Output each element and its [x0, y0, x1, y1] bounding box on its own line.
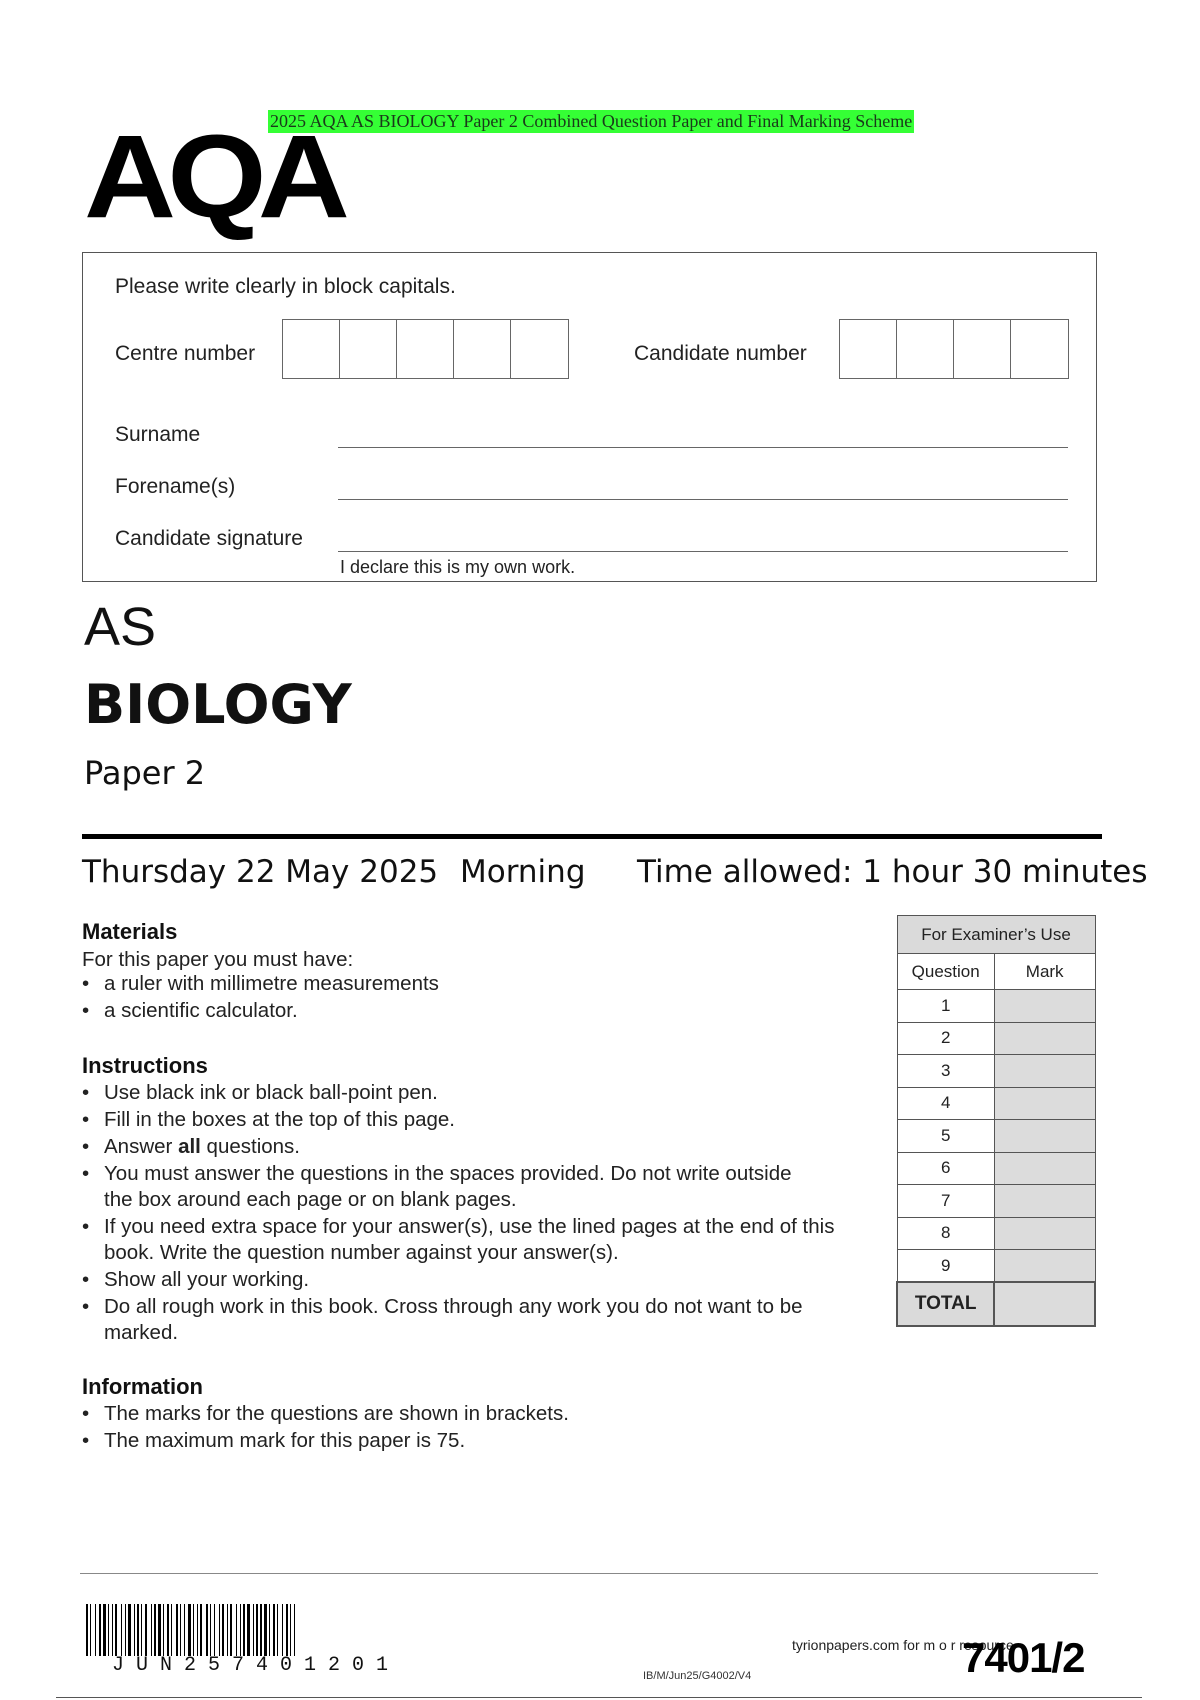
candidate-number-label: Candidate number — [634, 342, 807, 365]
list-item: • Fill in the boxes at the top of this page. — [82, 1107, 862, 1133]
barcode-bar — [277, 1604, 278, 1656]
question-number: 3 — [897, 1055, 994, 1088]
barcode-bar — [180, 1604, 181, 1656]
question-number: 7 — [897, 1185, 994, 1218]
surname-label: Surname — [115, 423, 201, 446]
barcode-bar — [95, 1604, 96, 1656]
question-number: 8 — [897, 1217, 994, 1250]
candidate-number-boxes[interactable] — [839, 319, 1069, 379]
barcode-bar — [256, 1604, 258, 1656]
barcode-bar — [236, 1604, 237, 1656]
information-list — [82, 1401, 862, 1455]
examiner-table-title: For Examiner’s Use — [897, 916, 1095, 954]
mark-column-header: Mark — [994, 954, 1095, 990]
barcode-bar — [171, 1604, 172, 1656]
list-item: • a scientific calculator. — [82, 998, 802, 1024]
barcode-bar — [184, 1604, 185, 1656]
barcode-bar — [121, 1604, 122, 1656]
source-watermark: tyrionpapers.com for m o r resource — [792, 1637, 1014, 1653]
forenames-line[interactable] — [338, 499, 1068, 500]
table-row — [897, 1055, 1095, 1088]
barcode-bar — [154, 1604, 156, 1656]
barcode-bar — [115, 1604, 117, 1656]
centre-digit-box[interactable] — [397, 320, 454, 378]
mark-cell[interactable] — [994, 1250, 1095, 1283]
barcode-bar — [86, 1604, 88, 1656]
barcode-bar — [90, 1604, 91, 1656]
candidate-digit-box[interactable] — [1011, 320, 1068, 378]
list-item: • Answer all questions. — [82, 1134, 862, 1160]
bottom-divider — [56, 1697, 1142, 1698]
candidate-digit-box[interactable] — [954, 320, 1011, 378]
barcode-bar — [176, 1604, 178, 1656]
qualification-level: AS — [84, 597, 157, 657]
centre-digit-box[interactable] — [283, 320, 340, 378]
barcode-bar — [128, 1604, 131, 1656]
forenames-label: Forename(s) — [115, 475, 236, 498]
question-number: 2 — [897, 1022, 994, 1055]
barcode-bar — [214, 1604, 215, 1656]
total-label: TOTAL — [897, 1282, 994, 1326]
barcode-bar — [206, 1604, 208, 1656]
mark-cell[interactable] — [994, 1152, 1095, 1185]
barcode-bar — [294, 1604, 295, 1656]
question-number: 5 — [897, 1120, 994, 1153]
barcode-bar — [222, 1604, 224, 1656]
table-row — [897, 1120, 1095, 1153]
list-item: • a ruler with millimetre measurements — [82, 971, 802, 997]
barcode-bar — [269, 1604, 270, 1656]
barcode-bar — [158, 1604, 161, 1656]
materials-heading: Materials — [82, 919, 178, 944]
mark-cell[interactable] — [994, 1087, 1095, 1120]
question-number: 4 — [897, 1087, 994, 1120]
signature-label: Candidate signature — [115, 527, 303, 550]
barcode-bar — [230, 1604, 232, 1656]
mark-cell[interactable] — [994, 1217, 1095, 1250]
barcode-bar — [290, 1604, 291, 1656]
centre-number-label: Centre number — [115, 342, 256, 365]
list-item: • Use black ink or black ball-point pen. — [82, 1080, 862, 1106]
table-row — [897, 990, 1095, 1023]
barcode-bar — [99, 1604, 101, 1656]
centre-digit-box[interactable] — [511, 320, 568, 378]
paper-number: Paper 2 — [84, 754, 206, 792]
question-number: 1 — [897, 990, 994, 1023]
table-row — [897, 1250, 1095, 1283]
block-capitals-instruction: Please write clearly in block capitals. — [115, 275, 456, 298]
exam-session: Morning — [460, 854, 586, 890]
barcode-bar — [210, 1604, 211, 1656]
mark-cell[interactable] — [994, 1055, 1095, 1088]
examiner-use-table — [896, 915, 1096, 1327]
barcode-bar — [112, 1604, 113, 1656]
list-item: • The marks for the questions are shown in brackets. — [82, 1401, 862, 1427]
barcode-bar — [145, 1604, 147, 1656]
barcode-bar — [243, 1604, 245, 1656]
barcode-bar — [163, 1604, 164, 1656]
barcode-bar — [247, 1604, 250, 1656]
barcode-bar — [193, 1604, 194, 1656]
total-row — [897, 1282, 1095, 1326]
aqa-logo: AQA — [84, 111, 342, 243]
signature-line[interactable] — [338, 551, 1068, 552]
materials-list — [82, 971, 802, 1025]
barcode-bar — [200, 1604, 202, 1656]
list-item: • You must answer the questions in the spaces provided. Do not write outside the box around each page or on blank pages. — [82, 1161, 804, 1213]
table-row — [897, 1152, 1095, 1185]
paper-code: 7401/2 — [962, 1634, 1085, 1681]
barcode-bar — [103, 1604, 106, 1656]
footer-divider — [80, 1573, 1098, 1574]
barcode-bar — [134, 1604, 135, 1656]
question-number: 9 — [897, 1250, 994, 1283]
barcode-bar — [137, 1604, 139, 1656]
question-column-header: Question — [897, 954, 994, 990]
table-row — [897, 1087, 1095, 1120]
divider — [82, 834, 1102, 839]
barcode-bar — [125, 1604, 126, 1656]
barcode-bar — [286, 1604, 288, 1656]
barcode-bar — [227, 1604, 228, 1656]
mark-cell[interactable] — [994, 1185, 1095, 1218]
exam-date: Thursday 22 May 2025 — [82, 854, 439, 890]
materials-intro: For this paper you must have: — [82, 948, 354, 971]
candidate-digit-box[interactable] — [897, 320, 954, 378]
barcode-bar — [167, 1604, 169, 1656]
table-row — [897, 1185, 1095, 1218]
barcode-bar — [188, 1604, 191, 1656]
barcode-bar — [282, 1604, 283, 1656]
mark-cell[interactable] — [994, 1120, 1095, 1153]
list-item: • Show all your working. — [82, 1267, 862, 1293]
subject-title: BIOLOGY — [84, 673, 352, 736]
candidate-digit-box[interactable] — [840, 320, 897, 378]
document-reference: IB/M/Jun25/G4002/V4 — [643, 1670, 752, 1682]
instructions-heading: Instructions — [82, 1053, 208, 1078]
barcode-bar — [108, 1604, 109, 1656]
declaration-text: I declare this is my own work. — [340, 557, 576, 577]
title-banner: 2025 AQA AS BIOLOGY Paper 2 Combined Question Paper and Final Marking Scheme — [270, 111, 913, 131]
instructions-list — [82, 1080, 862, 1347]
mark-cell[interactable] — [994, 990, 1095, 1023]
table-row — [897, 1022, 1095, 1055]
table-row — [897, 1217, 1095, 1250]
barcode-bar — [151, 1604, 152, 1656]
barcode-bar — [240, 1604, 241, 1656]
time-allowed: Time allowed: 1 hour 30 minutes — [637, 854, 1148, 890]
list-item: • The maximum mark for this paper is 75. — [82, 1428, 862, 1454]
barcode-bar — [260, 1604, 262, 1656]
barcode-bar — [264, 1604, 267, 1656]
candidate-details-box — [82, 252, 1097, 582]
list-item: • Do all rough work in this book. Cross through any work you do not want to be marked. — [82, 1294, 834, 1346]
information-heading: Information — [82, 1374, 203, 1399]
centre-number-boxes[interactable] — [282, 319, 569, 379]
barcode-bar — [253, 1604, 254, 1656]
barcode-bar — [141, 1604, 142, 1656]
centre-digit-box[interactable] — [340, 320, 397, 378]
barcode-number: JUN257401201 — [112, 1654, 401, 1677]
barcode-bar — [273, 1604, 275, 1656]
barcode-bar — [219, 1604, 220, 1656]
surname-line[interactable] — [338, 447, 1068, 448]
barcode — [86, 1604, 471, 1656]
list-item: • If you need extra space for your answer(s), use the lined pages at the end of this book. Write the question number against your answer(s). — [82, 1214, 862, 1266]
centre-digit-box[interactable] — [454, 320, 511, 378]
barcode-bar — [197, 1604, 198, 1656]
total-mark-cell[interactable] — [994, 1282, 1095, 1326]
question-number: 6 — [897, 1152, 994, 1185]
mark-cell[interactable] — [994, 1022, 1095, 1055]
